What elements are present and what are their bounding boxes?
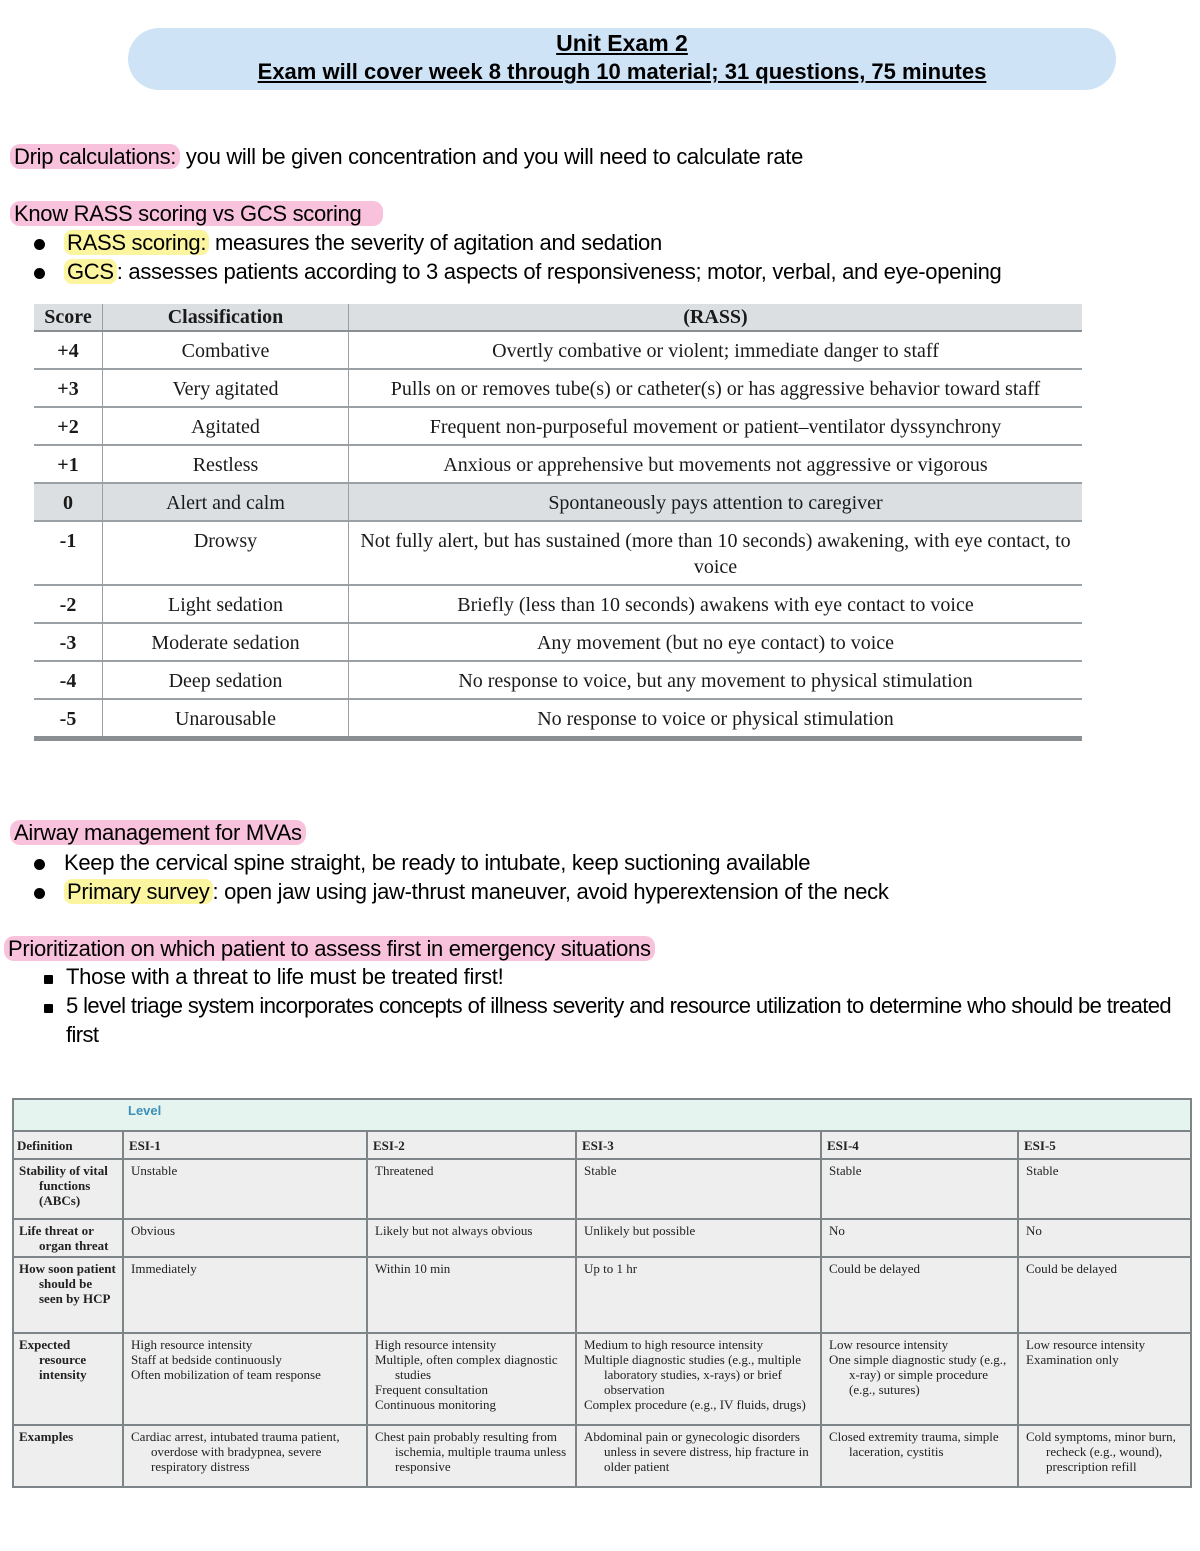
- rass-description-cell: Anxious or apprehensive but movements not aggressive or vigorous: [349, 445, 1083, 483]
- rass-table: [34, 304, 1082, 741]
- list-item: Keep the cervical spine straight, be ready to intubate, keep suctioning available: [30, 848, 889, 877]
- esi-cell: [821, 1219, 1018, 1257]
- list-item: 5 level triage system incorporates concepts of illness severity and resource utilization to determine who should be treated first: [40, 991, 1195, 1049]
- esi-row-label-text: Stability of vital functions (ABCs): [19, 1163, 108, 1208]
- rass-description-cell: No response to voice or physical stimulation: [349, 699, 1083, 739]
- table-row: [34, 331, 1082, 369]
- rass-score-cell: -5: [34, 699, 103, 739]
- table-row: [34, 699, 1082, 739]
- esi-cell: [1018, 1219, 1191, 1257]
- esi-cell-line: Within 10 min: [375, 1261, 451, 1276]
- esi-definition-row: [13, 1131, 1191, 1159]
- primary-survey-label: Primary survey: [64, 879, 213, 904]
- table-row: [13, 1333, 1191, 1425]
- esi-row-label: [13, 1333, 123, 1425]
- table-row: [34, 661, 1082, 699]
- esi-cell: [123, 1257, 367, 1333]
- page-subtitle: Exam will cover week 8 through 10 material; 31 questions, 75 minutes: [257, 59, 987, 84]
- airway-heading-wrap: [10, 818, 306, 847]
- rass-description-cell: Briefly (less than 10 seconds) awakens with eye contact to voice: [349, 585, 1083, 623]
- esi-cell: [576, 1333, 821, 1425]
- esi-row-label-text: How soon patient should be seen by HCP: [19, 1261, 116, 1306]
- esi-cell-line: High resource intensity: [131, 1337, 253, 1352]
- esi-cell: [367, 1257, 576, 1333]
- rass-classification-cell: Unarousable: [103, 699, 349, 739]
- esi-cell: [576, 1425, 821, 1487]
- esi-cell-line: Chest pain probably resulting from ischemia, multiple trauma unless responsive: [375, 1429, 567, 1474]
- esi-level-4: ESI-4: [821, 1131, 1018, 1159]
- esi-cell: [123, 1159, 367, 1219]
- esi-cell-line: Threatened: [375, 1163, 434, 1178]
- rass-classification-cell: Light sedation: [103, 585, 349, 623]
- table-row: [34, 623, 1082, 661]
- esi-row-label-text: Expected resource intensity: [19, 1337, 87, 1382]
- rass-score-cell: +2: [34, 407, 103, 445]
- esi-cell-line: Closed extremity trauma, simple laceration, cystitis: [829, 1429, 999, 1459]
- rass-score-cell: 0: [34, 483, 103, 521]
- airway-heading: Airway management for MVAs: [10, 820, 306, 845]
- esi-row-label-text: Examples: [19, 1429, 74, 1444]
- esi-cell-line: Cold symptoms, minor burn, recheck (e.g., wound), prescription refill: [1026, 1429, 1176, 1474]
- esi-cell-line: One simple diagnostic study (e.g., x-ray) or simple procedure (e.g., sutures): [829, 1352, 1007, 1397]
- esi-cell-line: No: [1026, 1223, 1042, 1238]
- esi-level-label: Level: [128, 1103, 162, 1118]
- table-row: [34, 585, 1082, 623]
- table-header-row: [34, 304, 1082, 331]
- rass-classification-cell: Deep sedation: [103, 661, 349, 699]
- esi-cell-line: Cardiac arrest, intubated trauma patient, overdose with bradypnea, severe respiratory distress: [131, 1429, 340, 1474]
- esi-cell-line: No: [829, 1223, 845, 1238]
- primary-survey-text: : open jaw using jaw-thrust maneuver, avoid hyperextension of the neck: [212, 879, 889, 904]
- table-row: [34, 369, 1082, 407]
- rass-label: RASS scoring:: [64, 230, 209, 255]
- rass-classification-cell: Agitated: [103, 407, 349, 445]
- rass-description-cell: Spontaneously pays attention to caregiver: [349, 483, 1083, 521]
- esi-cell: [367, 1219, 576, 1257]
- esi-level-blank: [13, 1099, 123, 1131]
- list-item: Those with a threat to life must be treated first!: [40, 962, 1195, 991]
- rass-classification-cell: Moderate sedation: [103, 623, 349, 661]
- esi-cell-line: Could be delayed: [1026, 1261, 1117, 1276]
- drip-calculations-line: [10, 142, 803, 171]
- esi-row-label: [13, 1219, 123, 1257]
- esi-row-label-text: Life threat or organ threat: [19, 1223, 109, 1253]
- esi-level-cell: [123, 1099, 1191, 1131]
- priority-heading-wrap: [4, 934, 655, 963]
- rass-classification-cell: Combative: [103, 331, 349, 369]
- esi-cell-line: Stable: [829, 1163, 862, 1178]
- esi-cell-line: Abdominal pain or gynecologic disorders unless in severe distress, hip fracture in older patient: [584, 1429, 809, 1474]
- drip-text: you will be given concentration and you will need to calculate rate: [180, 144, 804, 169]
- esi-cell-line: Immediately: [131, 1261, 197, 1276]
- rass-description-cell: Any movement (but no eye contact) to voice: [349, 623, 1083, 661]
- priority-bullets: [40, 962, 1195, 1049]
- esi-cell: [367, 1159, 576, 1219]
- esi-level-row: [13, 1099, 1191, 1131]
- esi-level-1: ESI-1: [123, 1131, 367, 1159]
- priority-heading: Prioritization on which patient to assess first in emergency situations: [4, 936, 655, 961]
- table-row: [34, 521, 1082, 585]
- rass-classification-cell: Alert and calm: [103, 483, 349, 521]
- esi-cell-line: Continuous monitoring: [375, 1397, 496, 1412]
- rass-score-cell: -2: [34, 585, 103, 623]
- gcs-text: : assesses patients according to 3 aspects of responsiveness; motor, verbal, and eye-opening: [116, 259, 1002, 284]
- esi-cell-line: Obvious: [131, 1223, 176, 1238]
- esi-cell: [1018, 1333, 1191, 1425]
- table-row: [13, 1159, 1191, 1219]
- header-rass: (RASS): [349, 304, 1083, 331]
- list-item: [30, 257, 1001, 286]
- rass-score-cell: -4: [34, 661, 103, 699]
- esi-cell: [821, 1425, 1018, 1487]
- esi-row-label: [13, 1425, 123, 1487]
- table-row: [34, 483, 1082, 521]
- rass-score-cell: +1: [34, 445, 103, 483]
- esi-cell: [1018, 1159, 1191, 1219]
- rass-score-cell: -1: [34, 521, 103, 585]
- esi-cell: [821, 1257, 1018, 1333]
- header-score: Score: [34, 304, 103, 331]
- rass-classification-cell: Very agitated: [103, 369, 349, 407]
- table-row: [13, 1219, 1191, 1257]
- esi-cell-line: Multiple, often complex diagnostic studies: [375, 1352, 558, 1382]
- rass-score-cell: +4: [34, 331, 103, 369]
- exam-header-banner: [128, 28, 1116, 90]
- rass-text: measures the severity of agitation and sedation: [209, 230, 662, 255]
- rass-score-cell: +3: [34, 369, 103, 407]
- esi-cell-line: Complex procedure (e.g., IV fluids, drugs): [584, 1397, 806, 1412]
- esi-cell-line: Stable: [1026, 1163, 1059, 1178]
- esi-cell-line: Frequent consultation: [375, 1382, 489, 1397]
- esi-cell: [123, 1425, 367, 1487]
- esi-cell: [367, 1425, 576, 1487]
- table-row: [34, 445, 1082, 483]
- esi-level-2: ESI-2: [367, 1131, 576, 1159]
- esi-level-5: ESI-5: [1018, 1131, 1191, 1159]
- airway-bullets: [30, 848, 889, 906]
- esi-cell-line: High resource intensity: [375, 1337, 497, 1352]
- esi-cell: [821, 1159, 1018, 1219]
- list-item: [30, 228, 1001, 257]
- esi-row-label: [13, 1257, 123, 1333]
- esi-definition-label: Definition: [13, 1131, 123, 1159]
- esi-cell-line: Medium to high resource intensity: [584, 1337, 764, 1352]
- esi-cell-line: Often mobilization of team response: [131, 1367, 321, 1382]
- esi-cell-line: Up to 1 hr: [584, 1261, 638, 1276]
- esi-cell-line: Could be delayed: [829, 1261, 920, 1276]
- rass-description-cell: Not fully alert, but has sustained (more than 10 seconds) awakening, with eye contact, to voice: [349, 521, 1083, 585]
- esi-cell: [367, 1333, 576, 1425]
- gcs-label: GCS: [64, 259, 117, 284]
- esi-cell: [576, 1257, 821, 1333]
- esi-cell: [1018, 1425, 1191, 1487]
- page-title: Unit Exam 2: [556, 30, 688, 56]
- esi-row-label: [13, 1159, 123, 1219]
- esi-cell: [1018, 1257, 1191, 1333]
- rass-description-cell: No response to voice, but any movement to physical stimulation: [349, 661, 1083, 699]
- esi-cell: [123, 1219, 367, 1257]
- drip-label: Drip calculations:: [10, 144, 180, 169]
- esi-cell: [576, 1159, 821, 1219]
- table-row: [34, 407, 1082, 445]
- rass-description-cell: Overtly combative or violent; immediate danger to staff: [349, 331, 1083, 369]
- esi-cell: [576, 1219, 821, 1257]
- esi-cell-line: Examination only: [1026, 1352, 1119, 1367]
- esi-cell: [123, 1333, 367, 1425]
- esi-cell-line: Low resource intensity: [1026, 1337, 1146, 1352]
- esi-cell-line: Staff at bedside continuously: [131, 1352, 283, 1367]
- esi-cell-line: Unlikely but possible: [584, 1223, 696, 1238]
- esi-triage-table: [12, 1098, 1192, 1488]
- esi-cell-line: Stable: [584, 1163, 617, 1178]
- esi-cell-line: Likely but not always obvious: [375, 1223, 533, 1238]
- rass-gcs-heading: Know RASS scoring vs GCS scoring: [10, 201, 383, 226]
- table-row: [13, 1425, 1191, 1487]
- rass-classification-cell: Restless: [103, 445, 349, 483]
- esi-cell-line: Unstable: [131, 1163, 178, 1178]
- esi-cell-line: Low resource intensity: [829, 1337, 949, 1352]
- rass-gcs-heading-wrap: [10, 199, 383, 228]
- rass-description-cell: Pulls on or removes tube(s) or catheter(s) or has aggressive behavior toward staff: [349, 369, 1083, 407]
- rass-gcs-bullets: [30, 228, 1001, 286]
- esi-cell-line: Multiple diagnostic studies (e.g., multiple laboratory studies, x-rays) or brief observation: [584, 1352, 802, 1397]
- table-row: [13, 1257, 1191, 1333]
- rass-description-cell: Frequent non-purposeful movement or patient–ventilator dyssynchrony: [349, 407, 1083, 445]
- header-classification: Classification: [103, 304, 349, 331]
- esi-level-3: ESI-3: [576, 1131, 821, 1159]
- esi-cell: [821, 1333, 1018, 1425]
- list-item: [30, 877, 889, 906]
- rass-score-cell: -3: [34, 623, 103, 661]
- rass-classification-cell: Drowsy: [103, 521, 349, 585]
